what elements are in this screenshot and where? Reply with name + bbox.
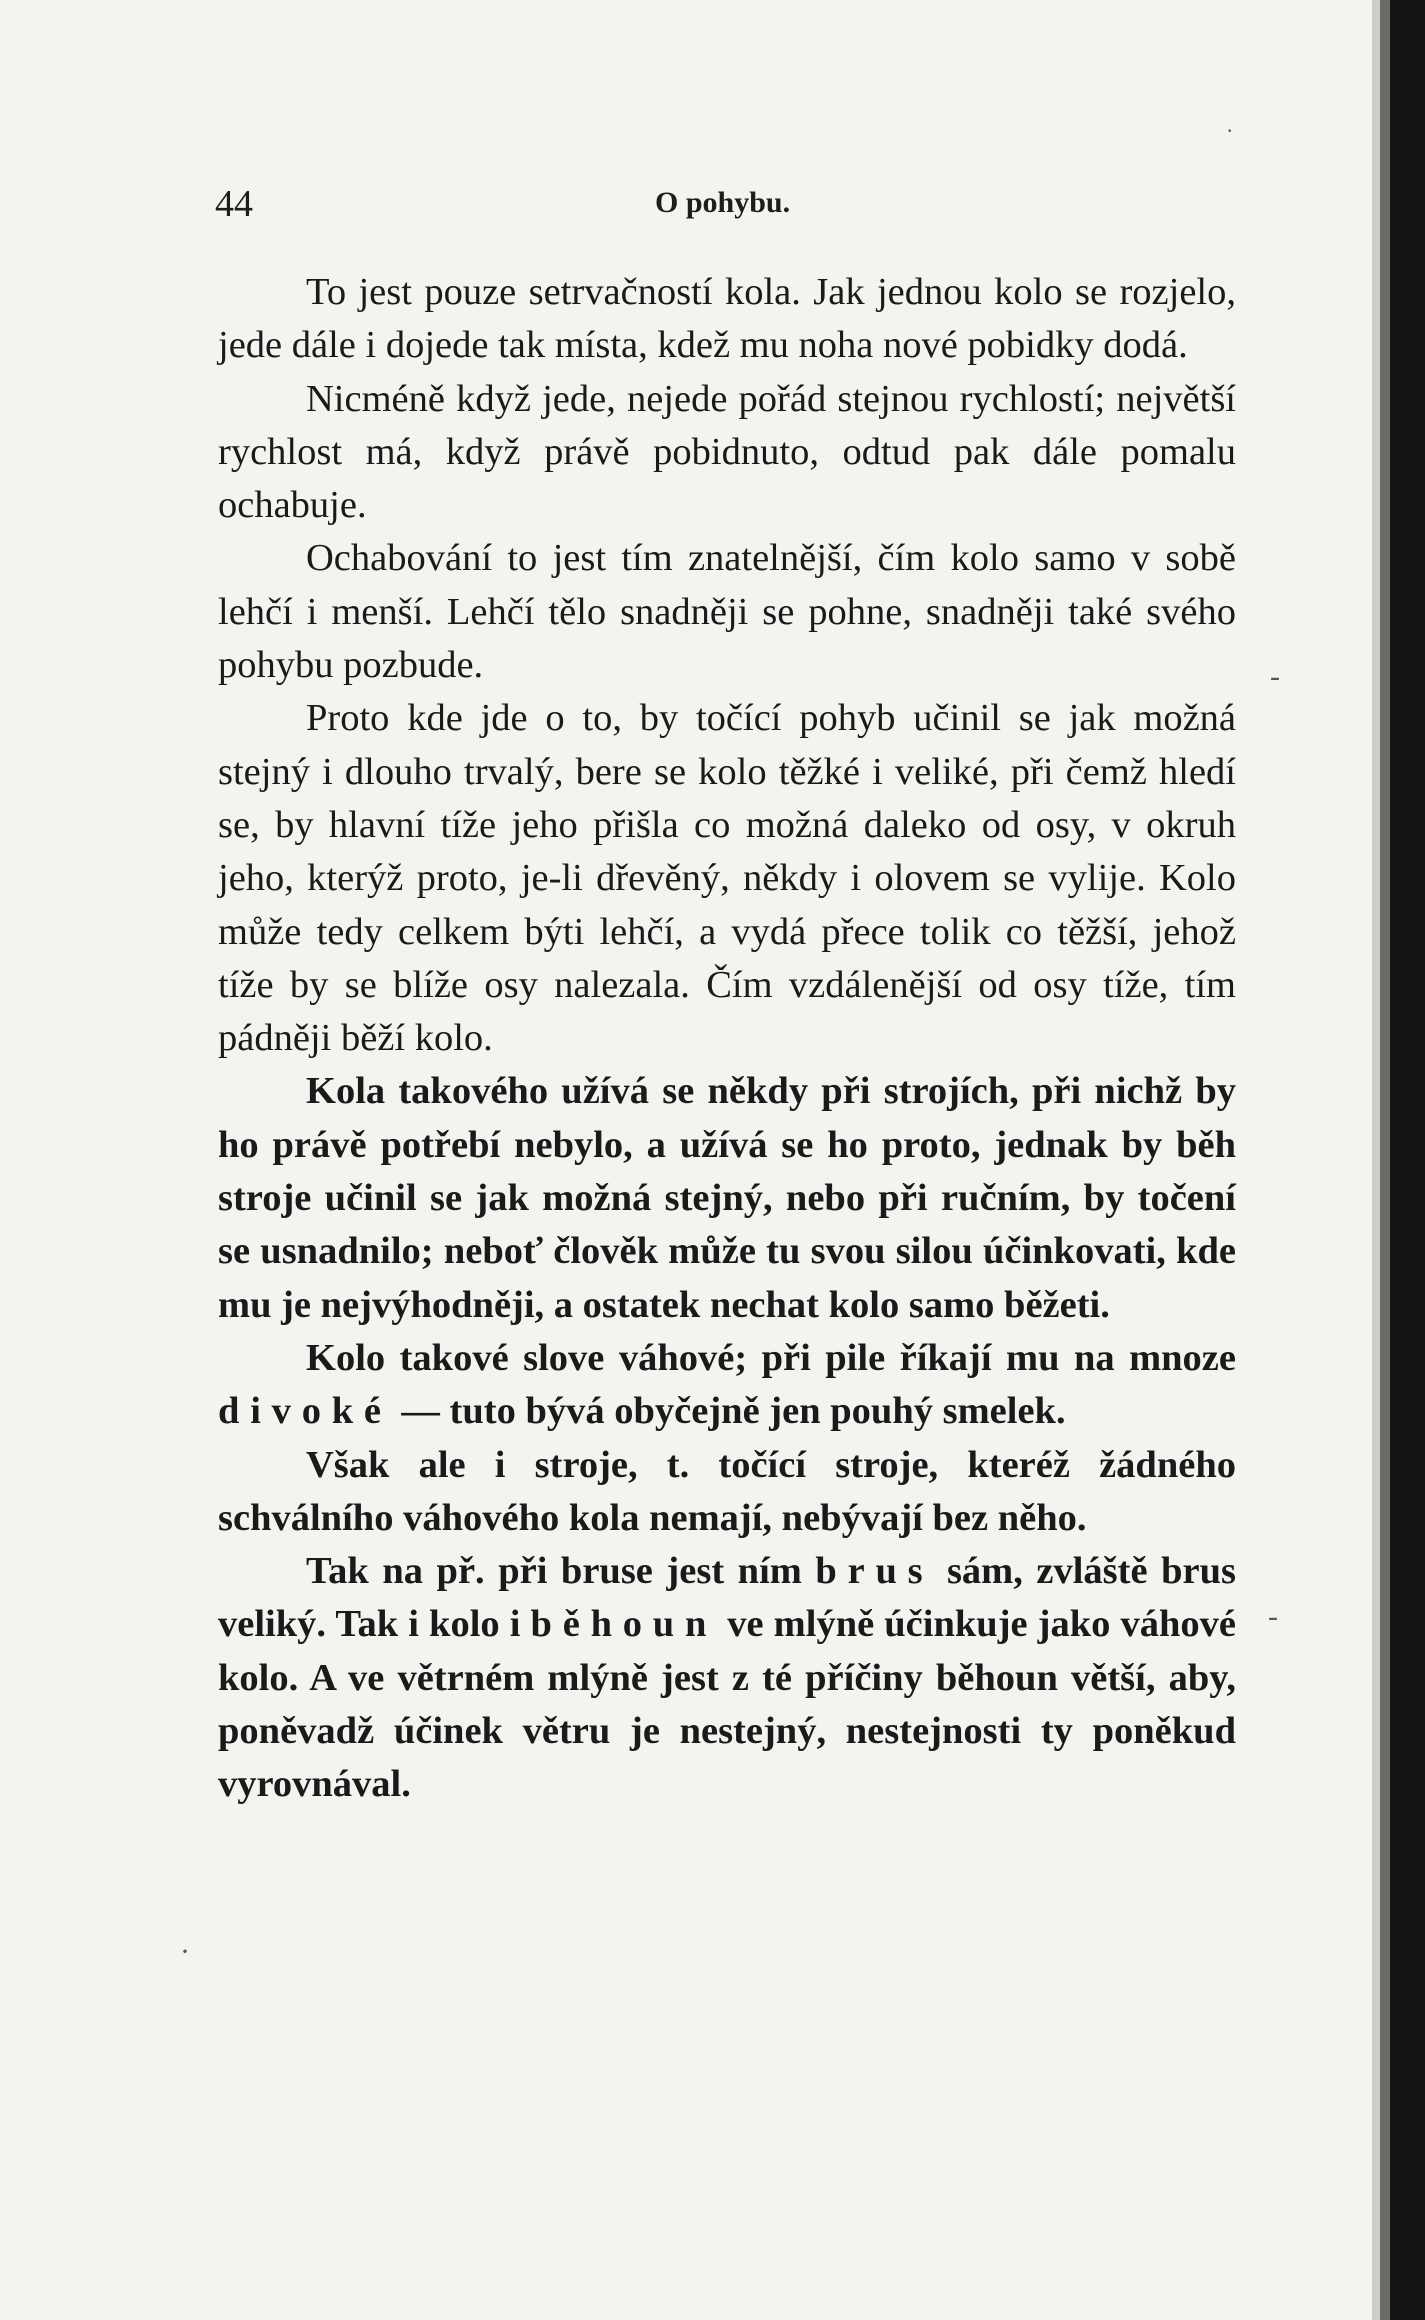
spaced-term: divoké — [218, 1390, 392, 1433]
paragraph-text: To jest pouze setrvačností kola. Jak jednou kolo se rozjelo, jede dále i dojede tak místa, kdež mu noha nové pobidky dodá. — [218, 271, 1236, 367]
paragraph — [218, 1332, 1236, 1439]
paragraph-text: Však ale i stroje, t. točící stroje, kteréž žádného schválního váhového kola nemají, nebývají bez něho. — [218, 1443, 1236, 1539]
page-edge — [1372, 0, 1380, 2320]
page-edge-shadow — [1380, 0, 1390, 2320]
spaced-term: běhoun — [530, 1603, 718, 1646]
paragraph-text: Ochabování to jest tím znatelnější, čím kolo samo v sobě lehčí i menší. Lehčí tělo snadněji se pohne, snadněji také svého pohybu pozbude. — [218, 537, 1236, 687]
paragraph-text: Proto kde jde o to, by točící pohyb učinil se jak možná stejný i dlouho trvalý, bere se kolo těžké i veliké, při čemž hledí se, by hlavní tíže jeho přišla co možná daleko od osy, v okruh jeho, kterýž proto, je-li dřevěný, někdy i olovem se vylije. Kolo může tedy celkem býti lehčí, a vydá přece tolik co těžší, jehož tíže by se blíže osy nalezala. Čím vzdálenější od osy tíže, tím pádněji běží kolo. — [218, 697, 1236, 1060]
scan-speck: - — [1270, 660, 1280, 693]
spaced-term: brus — [815, 1550, 934, 1593]
body-text — [218, 266, 1236, 1812]
page-header — [215, 182, 1235, 232]
scan-speck: - — [1268, 1600, 1278, 1633]
paragraph-text: — tuto bývá obyčejně jen pouhý smelek. — [391, 1390, 1066, 1433]
paragraph-text: Tak na př. při bruse jest ním — [306, 1550, 816, 1593]
scan-speck: · — [180, 1935, 190, 1968]
paragraph-text: Kolo takové slove váhové; při pile říkají mu na mnoze — [306, 1336, 1236, 1379]
paragraph — [218, 1065, 1236, 1331]
paragraph — [218, 1439, 1236, 1546]
scan-speck: · — [1226, 118, 1234, 143]
paragraph-text: ve mlýně účinkuje jako váhové kolo. A ve větrném mlýně jest z té příčiny běhoun větší, aby, poněvadž účinek větru je nestejný, nestejnosti ty poněkud vyrovnával. — [218, 1603, 1236, 1806]
paragraph-text: Kola takového užívá se někdy při strojích, při nichž by ho právě potřebí nebylo, a užívá se ho proto, jednak by běh stroje učinil se jak možná stejný, nebo při ručním, by točení se usnadnilo; neboť člověk může tu svou silou účinkovati, kde mu je nejvýhodněji, a ostatek nechat kolo samo běžeti. — [218, 1070, 1236, 1326]
paragraph — [218, 266, 1236, 373]
running-head: O pohybu. — [655, 186, 791, 219]
page-number: 44 — [215, 183, 253, 225]
paragraph — [218, 692, 1236, 1065]
paragraph — [218, 373, 1236, 533]
paragraph-text: sám, zvláště brus veliký. Tak i kolo i — [218, 1550, 1236, 1646]
paragraph — [218, 1545, 1236, 1811]
paragraph — [218, 532, 1236, 692]
paragraph-text: Nicméně když jede, nejede pořád stejnou rychlostí; největší rychlost má, když právě pobidnuto, odtud pak dále pomalu ochabuje. — [218, 377, 1236, 527]
